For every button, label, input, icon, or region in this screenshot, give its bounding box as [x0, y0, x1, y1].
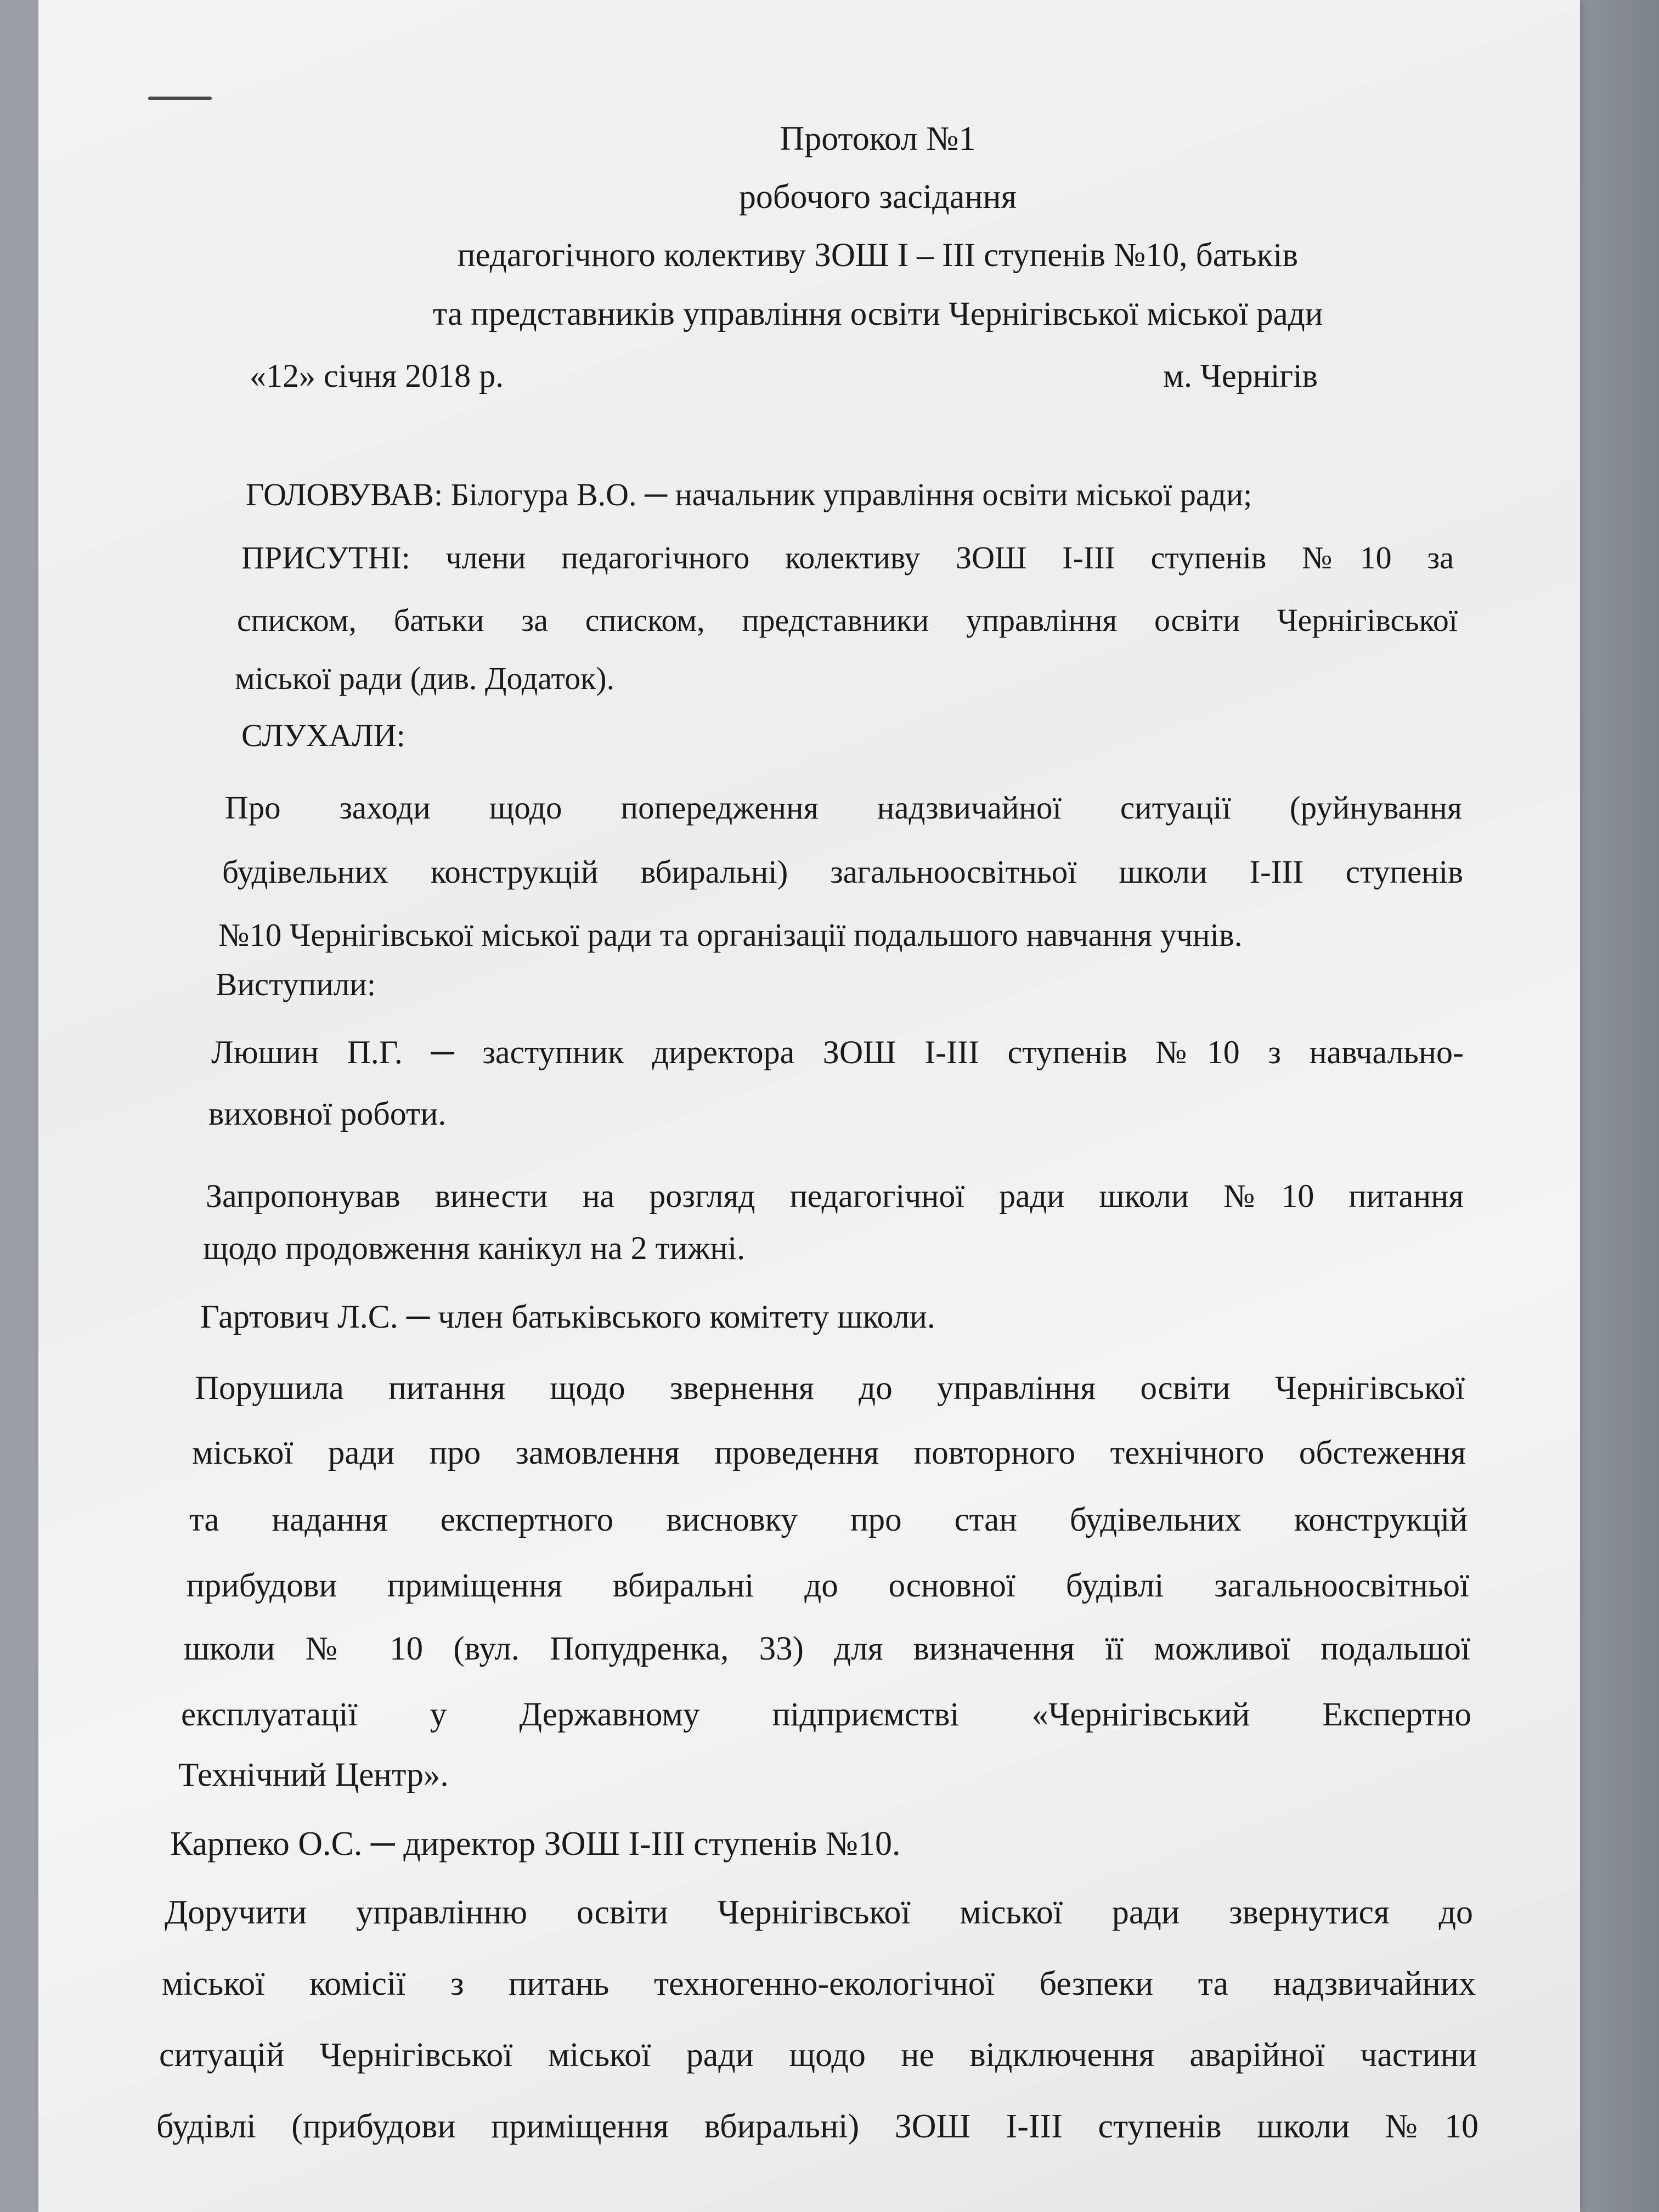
- background-edge: [1577, 0, 1659, 2212]
- present-line: міської ради (див. Додаток).: [235, 661, 615, 696]
- staple-mark: [148, 97, 212, 100]
- present-line: ПРИСУТНІ: члени педагогічного колективу ЗОШ І-ІІІ ступенів №10 за: [241, 540, 1454, 575]
- speaker-line: міської ради про замовлення проведення повторного технічного обстеження: [192, 1435, 1466, 1471]
- speaker-line: Запропонував винести на розгляд педагогічної ради школи №10 питання: [206, 1178, 1464, 1214]
- present-line: списком, батьки за списком, представники управління освіти Чернігівської: [237, 602, 1458, 638]
- resolution-line: Доручити управлінню освіти Чернігівської міської ради звернутися до: [165, 1894, 1473, 1931]
- speaker-line: Технічний Центр».: [178, 1757, 449, 1793]
- speaker-line: Карпеко О.С. ─ директор ЗОШ І-ІІІ ступенів №10.: [170, 1825, 901, 1863]
- speaker-line: виховної роботи.: [208, 1096, 447, 1132]
- speaker-line: Гартович Л.С. ─ член батьківського комітету школи.: [200, 1299, 935, 1335]
- speaker-line: школи № 10 (вул. Попудренка, 33) для визначення її можливої подальшої: [184, 1630, 1470, 1667]
- protocol-subtitle: та представників управління освіти Чернігівської міської ради: [432, 296, 1323, 332]
- resolution-line: ситуацій Чернігівської міської ради щодо не відключення аварійної частини: [159, 2036, 1477, 2074]
- protocol-date: «12» січня 2018 р.: [250, 358, 504, 394]
- section-speakers: Виступили:: [216, 966, 376, 1002]
- speaker-line: Люшин П.Г. ─ заступник директора ЗОШ І-ІІІ ступенів №10 з навчально-: [211, 1034, 1464, 1070]
- protocol-title: Протокол №1: [780, 120, 976, 157]
- agenda-line: будівельних конструкцій вбиральні) загальноосвітньої школи І-ІІІ ступенів: [222, 854, 1463, 890]
- speaker-line: прибудови приміщення вбиральні до основної будівлі загальноосвітньої: [187, 1567, 1469, 1604]
- resolution-line: міської комісії з питань техногенно-екологічної безпеки та надзвичайних: [162, 1965, 1476, 2002]
- agenda-line: №10 Чернігівської міської ради та організації подальшого навчання учнів.: [218, 917, 1243, 953]
- agenda-line: Про заходи щодо попередження надзвичайної ситуації (руйнування: [225, 789, 1462, 826]
- protocol-subtitle: педагогічного колективу ЗОШ І – ІІІ ступенів №10, батьків: [457, 237, 1299, 274]
- speaker-line: та надання експертного висновку про стан будівельних конструкцій: [189, 1502, 1468, 1538]
- chair-line: ГОЛОВУВАВ: Білогура В.О. ─ начальник управління освіти міської ради;: [246, 477, 1252, 512]
- resolution-line: будівлі (прибудови приміщення вбиральні) ЗОШ І-ІІІ ступенів школи №10: [156, 2108, 1479, 2145]
- speaker-line: експлуатації у Державному підприємстві «Чернігівський Експертно: [181, 1696, 1471, 1733]
- speaker-line: щодо продовження канікул на 2 тижні.: [203, 1230, 746, 1266]
- protocol-subtitle: робочого засідання: [738, 178, 1017, 216]
- protocol-place: м. Чернігів: [1163, 358, 1318, 394]
- speaker-line: Порушила питання щодо звернення до управління освіти Чернігівської: [195, 1370, 1465, 1407]
- section-heard: СЛУХАЛИ:: [241, 718, 405, 753]
